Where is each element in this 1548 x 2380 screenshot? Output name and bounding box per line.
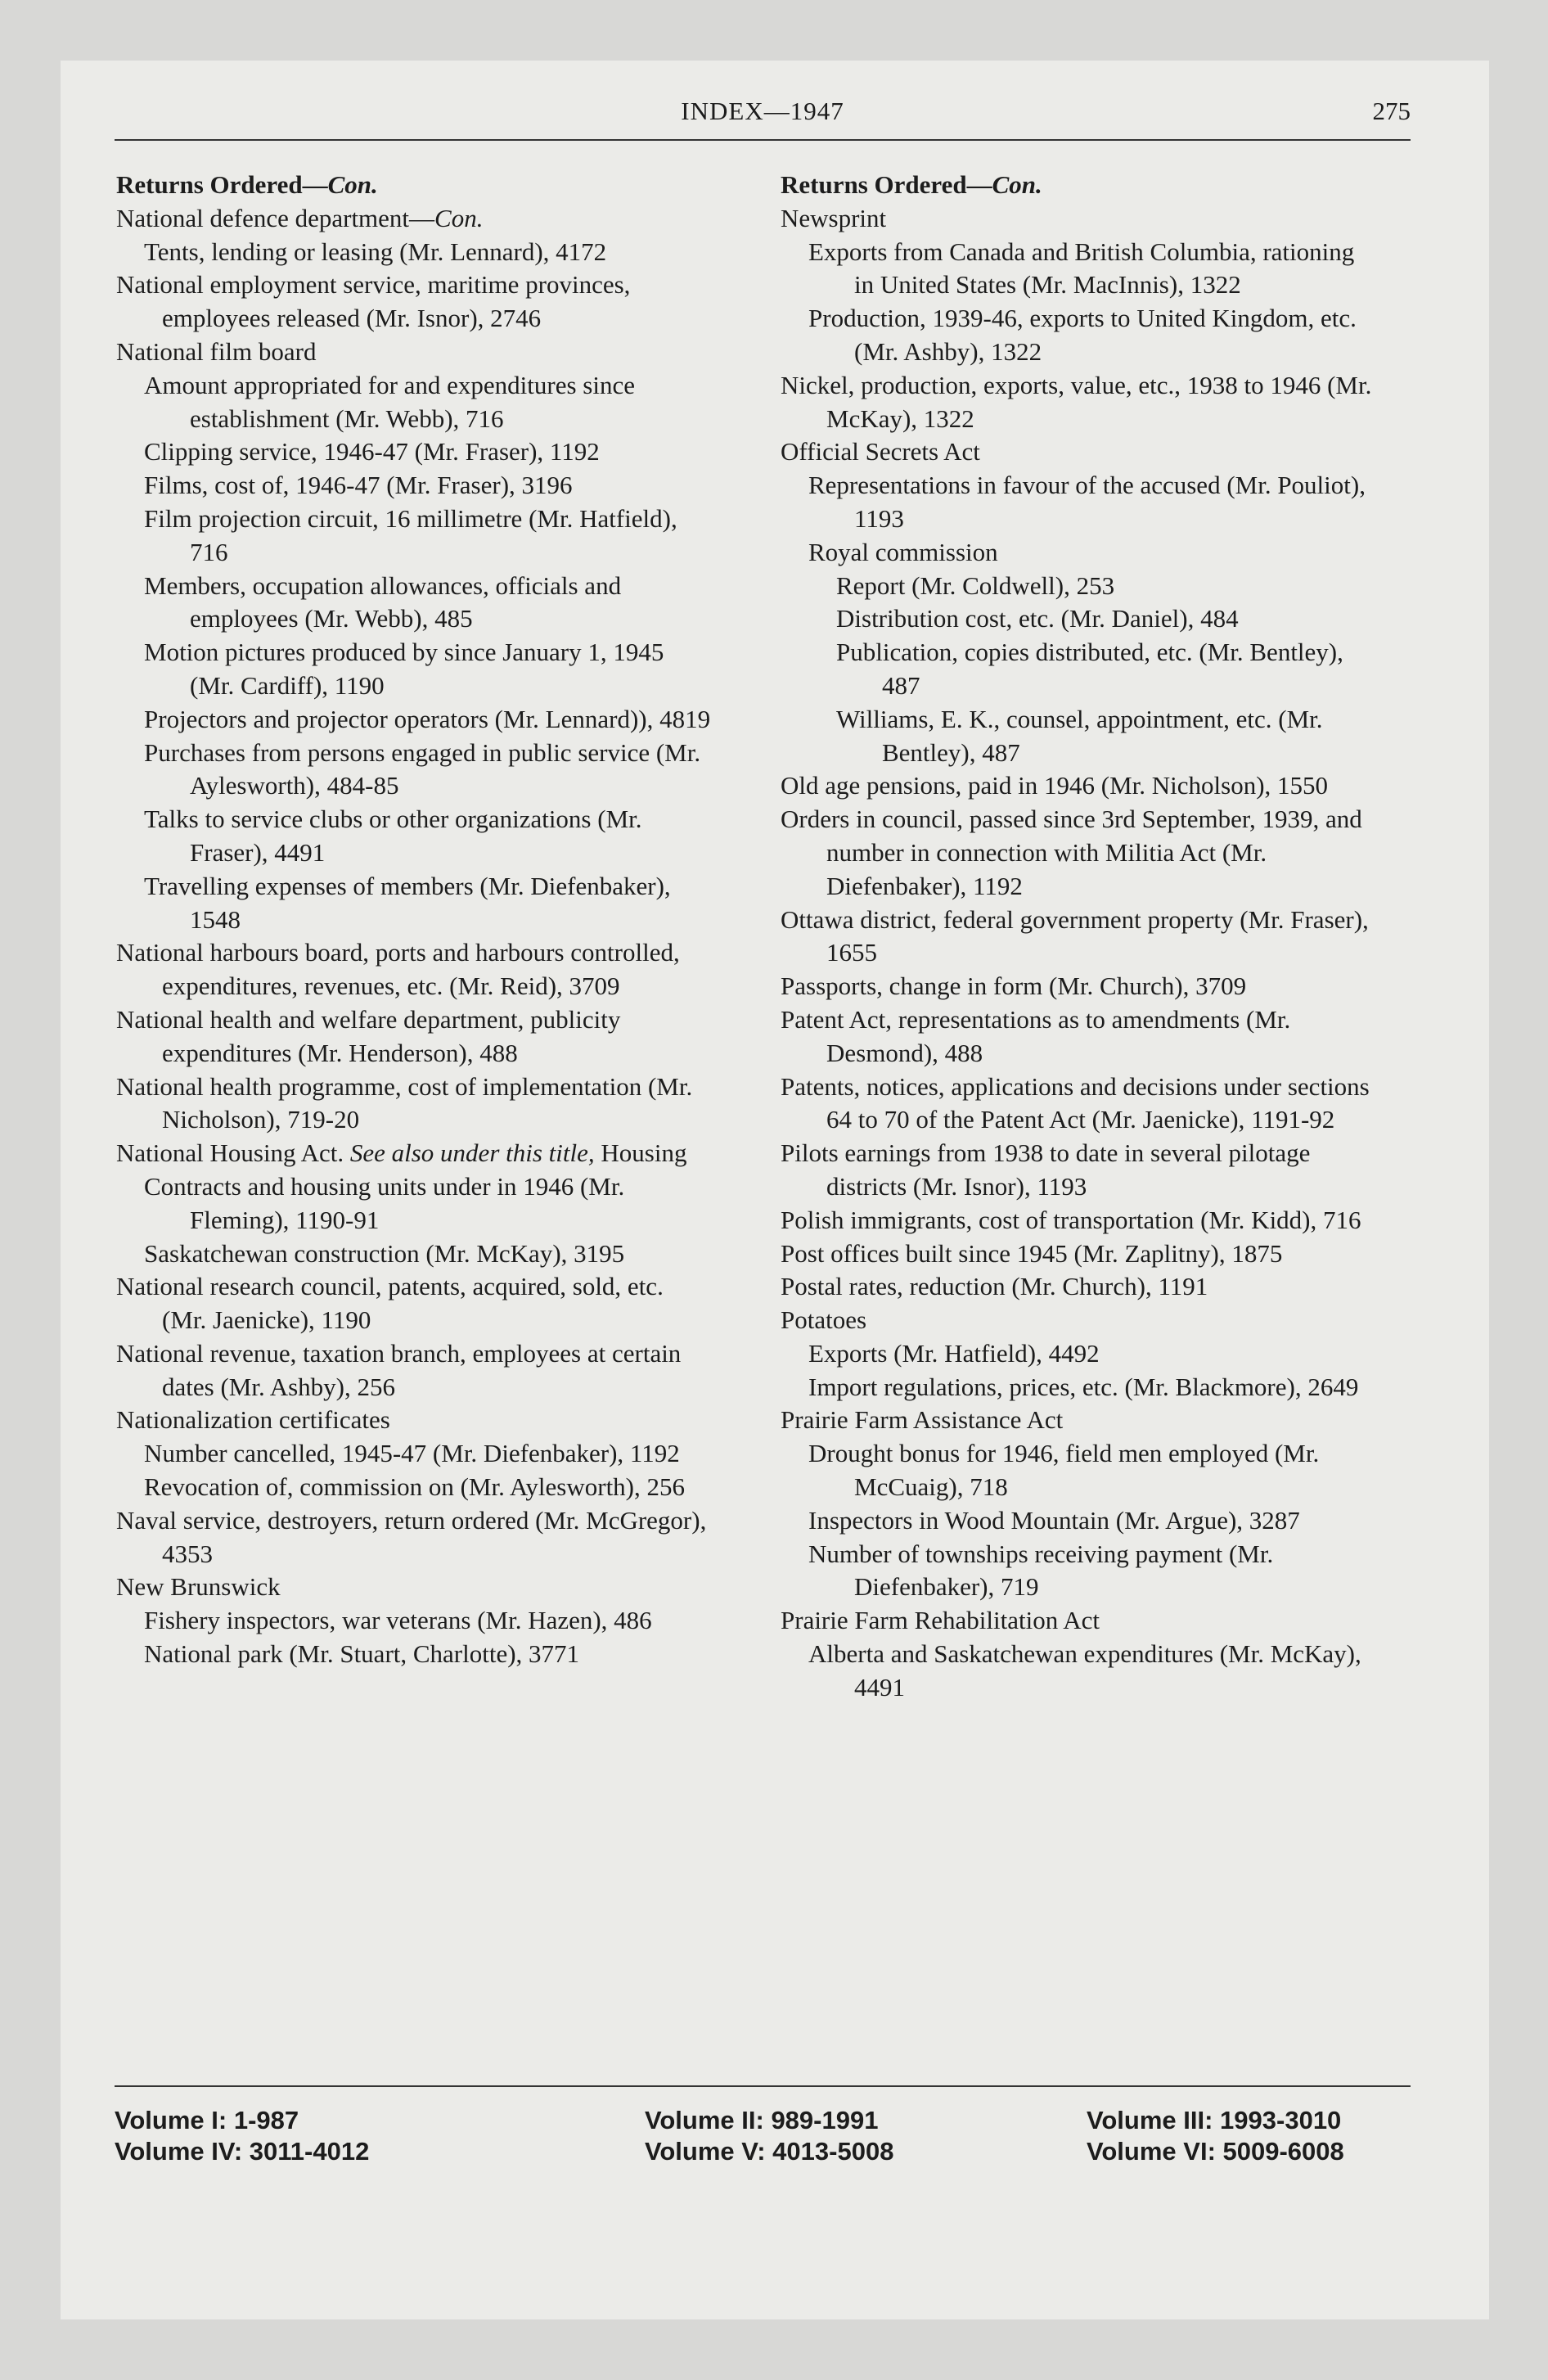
index-entry — [781, 636, 1376, 703]
index-entry — [116, 870, 712, 937]
index-entry — [781, 703, 1376, 770]
entry-text: Number cancelled, 1945-47 (Mr. Diefenbaker), 1192 — [144, 1439, 680, 1468]
volume-1: Volume I: 1-987 — [115, 2106, 299, 2134]
index-entry — [116, 803, 712, 870]
index-entry — [116, 1638, 712, 1671]
entry-text: Amount appropriated for and expenditures since establishment (Mr. Webb), 716 — [144, 370, 636, 433]
index-entry — [781, 1003, 1376, 1071]
index-entry — [781, 1237, 1376, 1271]
index-entry — [781, 970, 1376, 1003]
entry-text: National health programme, cost of implementation (Mr. Nicholson), 719-20 — [116, 1071, 693, 1134]
entry-italic-text: Con. — [992, 170, 1042, 199]
entry-text: Purchases from persons engaged in public service (Mr. Aylesworth), 484-85 — [144, 737, 701, 800]
entry-text: Number of townships receiving payment (Mr. Diefenbaker), 719 — [808, 1539, 1274, 1602]
entry-text: Newsprint — [781, 203, 887, 232]
index-entry — [781, 1337, 1376, 1371]
entry-text: Saskatchewan construction (Mr. McKay), 3195 — [144, 1238, 625, 1268]
entry-text: Nickel, production, exports, value, etc., 1938 to 1946 (Mr. McKay), 1322 — [781, 370, 1372, 433]
column-heading — [116, 169, 712, 202]
index-entry — [116, 202, 712, 236]
entry-text: Production, 1939-46, exports to United Kingdom, etc. (Mr. Ashby), 1322 — [808, 304, 1357, 366]
entry-text: Motion pictures produced by since January 1, 1945 (Mr. Cardiff), 1190 — [144, 638, 664, 700]
entry-text: Potatoes — [781, 1305, 867, 1335]
entry-text: Patents, notices, applications and decisions under sections 64 to 70 of the Patent Act (Mr. Jaenicke), 1191-92 — [781, 1071, 1370, 1134]
index-entry — [781, 769, 1376, 803]
entry-text: Polish immigrants, cost of transportation (Mr. Kidd), 716 — [781, 1205, 1361, 1234]
index-entry — [781, 369, 1376, 436]
entry-text: Distribution cost, etc. (Mr. Daniel), 484 — [836, 604, 1239, 633]
index-entry — [781, 570, 1376, 603]
index-entry — [116, 236, 712, 269]
entry-text: Patent Act, representations as to amendments (Mr. Desmond), 488 — [781, 1004, 1291, 1067]
index-entry — [781, 202, 1376, 236]
index-entry — [781, 602, 1376, 636]
index-entry — [116, 703, 712, 737]
entry-text: Post offices built since 1945 (Mr. Zaplitny), 1875 — [781, 1238, 1283, 1268]
header-title: INDEX—1947 — [681, 97, 844, 125]
index-entry — [116, 1270, 712, 1337]
entry-text: Postal rates, reduction (Mr. Church), 1191 — [781, 1272, 1208, 1301]
footer-rule — [115, 2085, 1411, 2087]
index-entry — [781, 536, 1376, 570]
entry-text: Williams, E. K., counsel, appointment, etc. (Mr. Bentley), 487 — [836, 704, 1323, 767]
entry-italic-text: See also under this title, — [349, 1138, 595, 1168]
entry-text: Projectors and projector operators (Mr. Lennard)), 4819 — [144, 704, 711, 733]
entry-text: Revocation of, commission on (Mr. Aylesworth), 256 — [144, 1472, 686, 1502]
volume-5: Volume V: 4013-5008 — [645, 2137, 894, 2166]
entry-text: National health and welfare department, publicity expenditures (Mr. Henderson), 488 — [116, 1004, 621, 1067]
entry-text: Ottawa district, federal government property (Mr. Fraser), 1655 — [781, 904, 1369, 967]
entry-text: Inspectors in Wood Mountain (Mr. Argue), 3287 — [808, 1505, 1300, 1535]
index-entry — [116, 336, 712, 369]
index-entry — [781, 435, 1376, 469]
entry-text: Publication, copies distributed, etc. (Mr. Bentley), 487 — [836, 638, 1343, 700]
entry-text: Import regulations, prices, etc. (Mr. Blackmore), 2649 — [808, 1372, 1359, 1401]
entry-text: Returns Ordered— — [781, 170, 992, 199]
entry-text: Talks to service clubs or other organizations (Mr. Fraser), 4491 — [144, 805, 642, 867]
entry-italic-text: Con. — [434, 203, 484, 232]
entry-text: Old age pensions, paid in 1946 (Mr. Nicholson), 1550 — [781, 771, 1329, 800]
index-entry — [116, 1071, 712, 1138]
entry-text: Travelling expenses of members (Mr. Diefenbaker), 1548 — [144, 871, 671, 934]
index-entry — [116, 1003, 712, 1071]
index-entry — [781, 1437, 1376, 1504]
index-entry — [116, 503, 712, 570]
header-rule — [115, 139, 1411, 141]
index-entry — [116, 369, 712, 436]
entry-text: Fishery inspectors, war veterans (Mr. Hazen), 486 — [144, 1606, 652, 1635]
entry-text: National employment service, maritime provinces, employees released (Mr. Isnor), 2746 — [116, 270, 631, 333]
entry-text: Nationalization certificates — [116, 1405, 390, 1435]
entry-text: Exports from Canada and British Columbia, rationing in United States (Mr. MacInnis), 1322 — [808, 237, 1355, 300]
volume-3: Volume III: 1993-3010 — [1087, 2106, 1342, 2134]
index-entry — [781, 1204, 1376, 1237]
index-entry — [781, 1404, 1376, 1437]
entry-italic-text: Con. — [327, 170, 378, 199]
entry-text: Orders in council, passed since 3rd September, 1939, and number in connection with Militia Act (Mr. Diefenbaker), 1192 — [781, 805, 1362, 900]
entry-text: Royal commission — [808, 537, 998, 566]
entry-text: Film projection circuit, 16 millimetre (Mr. Hatfield), 716 — [144, 503, 677, 566]
entry-text: Films, cost of, 1946-47 (Mr. Fraser), 3196 — [144, 471, 573, 500]
entry-text: Prairie Farm Assistance Act — [781, 1405, 1064, 1435]
index-entry — [116, 1571, 712, 1604]
index-entry — [781, 302, 1376, 369]
volume-6: Volume VI: 5009-6008 — [1087, 2137, 1344, 2166]
index-entry — [781, 803, 1376, 903]
page-number: 275 — [1372, 97, 1411, 125]
entry-tail-text: Housing — [594, 1138, 687, 1168]
entry-text: National park (Mr. Stuart, Charlotte), 3771 — [144, 1639, 580, 1669]
entry-text: Report (Mr. Coldwell), 253 — [836, 570, 1115, 600]
left-column — [116, 169, 712, 1671]
volume-footer — [115, 2105, 1411, 2187]
index-entry — [116, 570, 712, 637]
entry-text: Representations in favour of the accused (Mr. Pouliot), 1193 — [808, 471, 1366, 533]
index-entry — [116, 737, 712, 804]
index-entry — [781, 1638, 1376, 1705]
index-entry — [116, 1170, 712, 1237]
index-entry — [116, 1471, 712, 1504]
index-entry — [781, 1304, 1376, 1337]
entry-text: Contracts and housing units under in 1946 (Mr. Fleming), 1190-91 — [144, 1171, 625, 1234]
index-entry — [781, 1071, 1376, 1138]
entry-text: Prairie Farm Rehabilitation Act — [781, 1606, 1100, 1635]
index-entry — [781, 1270, 1376, 1304]
index-entry — [116, 268, 712, 336]
entry-text: New Brunswick — [116, 1572, 281, 1602]
entry-text: Alberta and Saskatchewan expenditures (Mr. McKay), 4491 — [808, 1639, 1361, 1702]
entry-text: Official Secrets Act — [781, 437, 980, 467]
index-entry — [116, 1604, 712, 1638]
volume-2: Volume II: 989-1991 — [645, 2106, 879, 2134]
entry-text: Pilots earnings from 1938 to date in several pilotage districts (Mr. Isnor), 1193 — [781, 1138, 1311, 1201]
index-entry — [781, 1371, 1376, 1404]
entry-text: Tents, lending or leasing (Mr. Lennard), 4172 — [144, 237, 607, 266]
index-entry — [116, 1137, 712, 1170]
index-entry — [116, 1237, 712, 1271]
entry-text: Naval service, destroyers, return ordered (Mr. McGregor), 4353 — [116, 1505, 707, 1568]
index-entry — [116, 936, 712, 1003]
index-entry — [781, 1504, 1376, 1538]
index-entry — [781, 236, 1376, 303]
index-entry — [116, 636, 712, 703]
volume-4: Volume IV: 3011-4012 — [115, 2137, 370, 2166]
entry-text: National defence department— — [116, 203, 435, 232]
entry-text: National revenue, taxation branch, employees at certain dates (Mr. Ashby), 256 — [116, 1338, 682, 1401]
right-column — [781, 169, 1376, 1705]
index-entry — [781, 1538, 1376, 1605]
index-entry — [116, 435, 712, 469]
entry-text: National Housing Act. — [116, 1138, 350, 1168]
entry-text: Clipping service, 1946-47 (Mr. Fraser), 1192 — [144, 437, 600, 467]
entry-text: Exports (Mr. Hatfield), 4492 — [808, 1338, 1100, 1368]
index-entry — [116, 469, 712, 503]
index-entry — [116, 1437, 712, 1471]
entry-text: Members, occupation allowances, officials and employees (Mr. Webb), 485 — [144, 570, 622, 633]
column-heading — [781, 169, 1376, 202]
entry-text: Drought bonus for 1946, field men employed (Mr. McCuaig), 718 — [808, 1439, 1320, 1502]
index-entry — [781, 904, 1376, 971]
index-entry — [781, 469, 1376, 536]
index-entry — [116, 1504, 712, 1571]
page-header — [115, 97, 1411, 133]
entry-text: National film board — [116, 336, 317, 366]
index-entry — [116, 1337, 712, 1404]
entry-text: National harbours board, ports and harbours controlled, expenditures, revenues, etc. (Mr. Reid), 3709 — [116, 938, 680, 1001]
index-entry — [781, 1604, 1376, 1638]
index-entry — [116, 1404, 712, 1437]
entry-text: Returns Ordered— — [116, 170, 328, 199]
entry-text: National research council, patents, acquired, sold, etc. (Mr. Jaenicke), 1190 — [116, 1272, 664, 1335]
entry-text: Passports, change in form (Mr. Church), 3709 — [781, 971, 1247, 1001]
index-entry — [781, 1137, 1376, 1204]
